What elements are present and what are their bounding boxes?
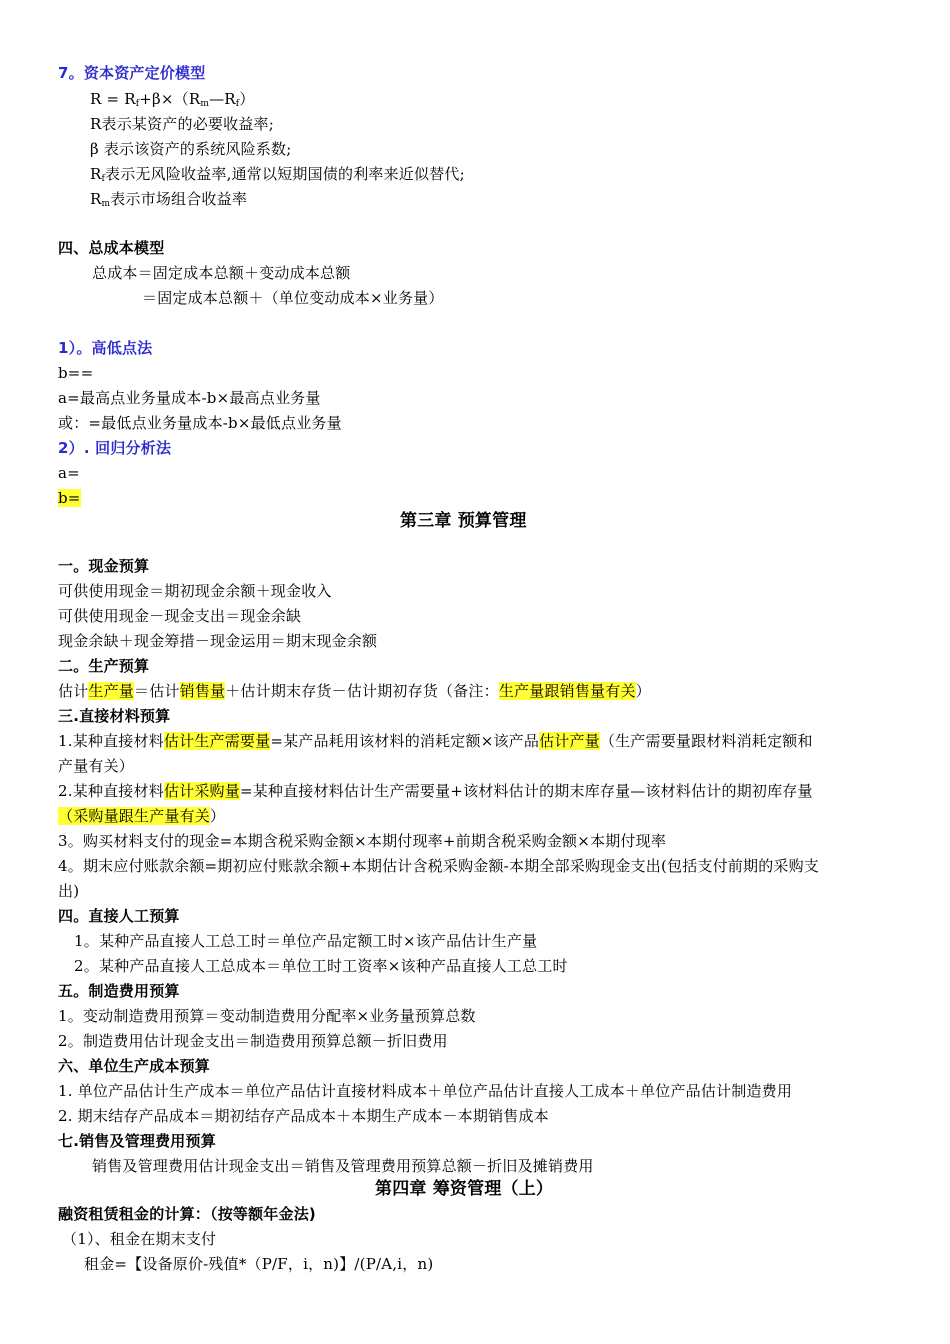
labor-line-2: 2。某种产品直接人工总成本＝单位工时工资率×该种产品直接人工总工时: [74, 957, 568, 975]
cash-line-2: 可供使用现金－现金支出＝现金余缺: [58, 607, 302, 625]
high-low-heading: 1）。高低点法: [58, 339, 153, 357]
chapter-4-title: 第四章 筹资管理（上）: [375, 1179, 554, 1199]
total-cost-line-2: ＝固定成本总额＋（单位变动成本×业务量）: [142, 289, 444, 307]
selling-budget-heading: 七.销售及管理费用预算: [58, 1132, 216, 1150]
high-low-or: 或：=最低点业务量成本-b×最低点业务量: [58, 414, 342, 432]
capm-heading: 7。资本资产定价模型: [58, 64, 206, 82]
material-item-2-cont: （采购量跟生产量有关）: [58, 807, 226, 825]
production-budget-heading: 二。生产预算: [58, 657, 150, 675]
overhead-budget-heading: 五。制造费用预算: [58, 982, 180, 1000]
material-item-3: 3。购买材料支付的现金=本期含税采购金额×本期付现率+前期含税采购金额×本期付现率: [58, 832, 667, 850]
total-cost-line-1: 总成本＝固定成本总额＋变动成本总额: [92, 264, 351, 282]
overhead-line-2: 2。制造费用估计现金支出＝制造费用预算总额－折旧费用: [58, 1032, 448, 1050]
capm-r-desc: R表示某资产的必要收益率;: [90, 115, 274, 133]
lease-heading: 融资租赁租金的计算：（按等额年金法): [58, 1205, 316, 1223]
chapter-3-title: 第三章 预算管理: [400, 511, 527, 531]
unit-cost-line-2: 2. 期末结存产品成本＝期初结存产品成本＋本期生产成本－本期销售成本: [58, 1107, 549, 1125]
production-formula: 估计生产量＝估计销售量＋估计期末存货－估计期初存货（备注：生产量跟销售量有关）: [58, 682, 651, 700]
material-item-2: 2.某种直接材料估计采购量=某种直接材料估计生产需要量+该材料估计的期末库存量—该材料估计的期初库存量: [58, 782, 813, 800]
unit-cost-heading: 六、单位生产成本预算: [58, 1057, 211, 1075]
capm-rm-desc: $R_m$表示市场组合收益率: [90, 190, 248, 209]
cash-line-3: 现金余缺＋现金筹措－现金运用＝期末现金余额: [58, 632, 378, 650]
material-item-1: 1.某种直接材料估计生产需要量=某产品耗用该材料的消耗定额×该产品估计产量（生产需要量跟材料消耗定额和: [58, 732, 813, 750]
selling-line-1: 销售及管理费用估计现金支出＝销售及管理费用预算总额－折旧及摊销费用: [92, 1157, 594, 1175]
regression-heading: 2）. 回归分析法: [58, 439, 172, 457]
capm-beta-desc: β 表示该资产的系统风险系数;: [90, 140, 292, 158]
high-low-a: a=最高点业务量成本-b×最高点业务量: [58, 389, 321, 407]
lease-item-1: （1）、租金在期末支付: [62, 1230, 217, 1248]
labor-budget-heading: 四。直接人工预算: [58, 907, 180, 925]
labor-line-1: 1。某种产品直接人工总工时＝单位产品定额工时×该产品估计生产量: [74, 932, 538, 950]
regression-a: a=: [58, 464, 80, 482]
material-item-1-cont: 产量有关）: [58, 757, 135, 775]
material-item-4: 4。期末应付账款余额=期初应付账款余额+本期估计含税采购金额-本期全部采购现金支出(包括支付前期的采购支: [58, 857, 820, 875]
regression-b: b=: [58, 489, 81, 507]
high-low-b: b==: [58, 364, 94, 382]
overhead-line-1: 1。变动制造费用预算＝变动制造费用分配率×业务量预算总数: [58, 1007, 476, 1025]
rent-formula: 租金=【设备原价-残值*（P/F，i，n)】/(P/A,i，n): [84, 1255, 434, 1273]
cash-budget-heading: 一。现金预算: [58, 557, 150, 575]
material-item-4-cont: 出): [58, 882, 80, 900]
unit-cost-line-1: 1. 单位产品估计生产成本＝单位产品估计直接材料成本＋单位产品估计直接人工成本＋单位产品估计制造费用: [58, 1082, 793, 1100]
capm-rf-desc: $R_f$表示无风险收益率,通常以短期国债的利率来近似替代;: [90, 165, 465, 184]
cash-line-1: 可供使用现金＝期初现金余额＋现金收入: [58, 582, 332, 600]
capm-formula: $R = R_f+\beta\times(R_m—R_f)$: [90, 90, 255, 109]
material-budget-heading: 三.直接材料预算: [58, 707, 171, 725]
total-cost-heading: 四、总成本模型: [58, 239, 165, 257]
